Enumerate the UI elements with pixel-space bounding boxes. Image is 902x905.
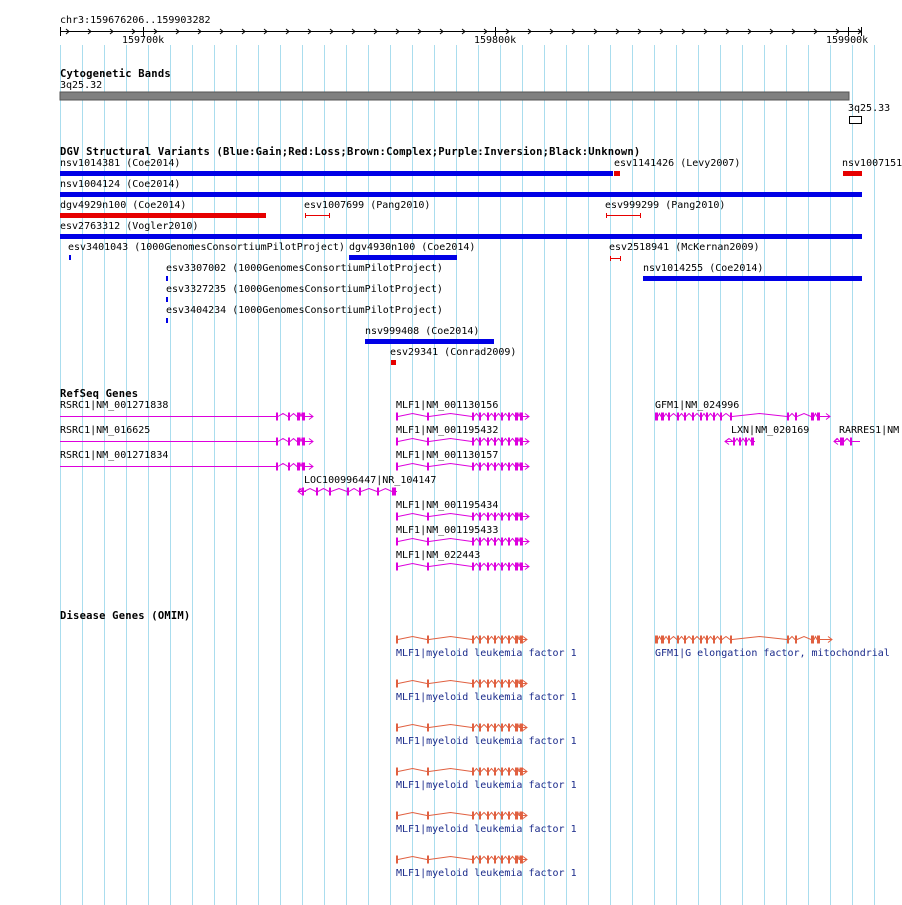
gene-exon [745, 438, 747, 446]
gene-exon [297, 413, 300, 421]
gene-exon [396, 636, 398, 644]
gene-exon [692, 413, 694, 421]
gene-exon [329, 488, 331, 496]
dgv-variant-bar [166, 297, 168, 302]
gene-exon [288, 413, 290, 421]
dgv-feature-label[interactable]: esv1141426 (Levy2007) [614, 158, 741, 169]
gene-exon [396, 856, 398, 864]
gene-exon [297, 438, 300, 446]
dgv-variant-bar [391, 360, 396, 365]
cytoband-label: 3q25.32 [60, 80, 103, 91]
dgv-variant-bar [843, 171, 862, 176]
gene-exon [787, 636, 789, 644]
gene-exon [494, 513, 496, 521]
omim-gene-label[interactable]: GFM1|G elongation factor, mitochondrial [655, 648, 890, 659]
dgv-feature-label[interactable]: nsv999408 (Coe2014) [365, 326, 480, 337]
gene-exon [479, 463, 481, 471]
gene-exon [501, 463, 503, 471]
refseq-gene-label[interactable]: MLF1|NM_001195432 [396, 425, 499, 436]
ruler-tick-label: 159800k [474, 35, 517, 46]
gene-exon [515, 513, 518, 521]
gene-exon [501, 513, 503, 521]
gene-exon [494, 680, 496, 688]
gene-exon [288, 438, 290, 446]
gene-intron [398, 725, 527, 728]
gene-exon [276, 463, 278, 471]
gene-exon [487, 724, 489, 732]
gene-exon [396, 680, 398, 688]
dgv-feature-label[interactable]: esv3327235 (1000GenomesConsortiumPilotProject) [166, 284, 443, 295]
gene-exon [472, 768, 474, 776]
gene-intron [398, 637, 527, 640]
gene-exon [501, 812, 503, 820]
gene-exon [302, 463, 305, 471]
gene-exon [487, 856, 489, 864]
gene-exon [700, 413, 702, 421]
gene-exon [494, 413, 496, 421]
dgv-variant-bar [166, 276, 168, 281]
gene-exon [501, 724, 503, 732]
gene-exon [427, 812, 429, 820]
gene-exon [501, 438, 503, 446]
gene-intron [398, 681, 527, 684]
gene-exon [508, 463, 510, 471]
gene-exon [811, 413, 814, 421]
gene-exon [302, 413, 305, 421]
dgv-feature-label[interactable]: esv3404234 (1000GenomesConsortiumPilotProject) [166, 305, 443, 316]
dgv-feature-label[interactable]: dgv4930n100 (Coe2014) [349, 242, 476, 253]
gene-exon [684, 413, 686, 421]
omim-gene-label[interactable]: MLF1|myeloid leukemia factor 1 [396, 648, 577, 659]
gene-exon [515, 680, 518, 688]
gene-exon [706, 413, 708, 421]
gene-exon [494, 856, 496, 864]
gene-exon [396, 563, 398, 571]
gene-exon [427, 680, 429, 688]
gene-exon [479, 812, 481, 820]
gene-exon [396, 413, 398, 421]
gene-exon [472, 856, 474, 864]
gene-exon [508, 812, 510, 820]
gene-exon [501, 413, 503, 421]
gene-exon [396, 513, 398, 521]
refseq-gene-label[interactable]: RSRC1|NM_001271834 [60, 450, 169, 461]
gene-intron [658, 414, 830, 417]
gene-exon [479, 563, 481, 571]
gene-exon [739, 438, 741, 446]
gene-exon [396, 463, 398, 471]
gene-exon [787, 413, 789, 421]
gene-exon [487, 563, 489, 571]
gene-exon [427, 413, 429, 421]
gene-exon [515, 563, 518, 571]
gene-exon [515, 724, 518, 732]
gene-exon [276, 413, 278, 421]
omim-gene-label[interactable]: MLF1|myeloid leukemia factor 1 [396, 868, 577, 879]
gene-exon [494, 563, 496, 571]
dgv-feature-label[interactable]: esv3401043 (1000GenomesConsortiumPilotProject) [68, 242, 345, 253]
gene-exon [494, 636, 496, 644]
dgv-feature-label[interactable]: nsv1007151 [842, 158, 902, 169]
gene-exon [472, 413, 474, 421]
gene-exon [377, 488, 379, 496]
gene-exon [692, 636, 694, 644]
gene-exon [515, 463, 518, 471]
gene-intron [398, 857, 527, 860]
gene-exon [733, 438, 735, 446]
gene-exon [501, 856, 503, 864]
gene-exon [677, 413, 679, 421]
gene-exon [850, 438, 852, 446]
gene-exon [501, 768, 503, 776]
dgv-feature-label[interactable]: dgv4929n100 (Coe2014) [60, 200, 187, 211]
gene-intron [398, 769, 527, 772]
gene-exon [487, 463, 489, 471]
gene-exon [479, 413, 481, 421]
gene-exon [655, 636, 658, 644]
gene-exon [817, 636, 820, 644]
gene-exon [427, 856, 429, 864]
gene-exon [515, 768, 518, 776]
gene-exon [700, 636, 702, 644]
gene-exon [508, 513, 510, 521]
gene-exon [396, 768, 398, 776]
dgv-variant-bar [60, 171, 613, 176]
gene-exon [347, 488, 349, 496]
gene-exon [515, 856, 518, 864]
gene-exon [677, 636, 679, 644]
gene-exon [487, 768, 489, 776]
refseq-gene-label[interactable]: LXN|NM_020169 [731, 425, 810, 436]
gene-exon [479, 538, 481, 546]
gene-exon [817, 413, 820, 421]
gene-exon [487, 413, 489, 421]
refseq-gene-label[interactable]: RARRES1|NM [839, 425, 900, 436]
gene-exon [501, 538, 503, 546]
cytoband-label: 3q25.33 [848, 103, 891, 114]
refseq-gene-label[interactable]: MLF1|NM_001130156 [396, 400, 499, 411]
gene-intron [398, 813, 527, 816]
gene-exon [472, 538, 474, 546]
gene-exon [508, 680, 510, 688]
refseq-gene-label[interactable]: MLF1|NM_022443 [396, 550, 481, 561]
ruler-tick-label: 159900k [826, 35, 869, 46]
gene-exon [751, 438, 754, 446]
gene-exon [472, 513, 474, 521]
cytoband-next [850, 117, 862, 124]
gene-exon [508, 438, 510, 446]
gene-exon [655, 413, 658, 421]
gene-exon [668, 413, 670, 421]
gene-exon [515, 538, 518, 546]
gene-exon [396, 724, 398, 732]
ruler-tick-label: 159700k [122, 35, 165, 46]
gene-exon [508, 538, 510, 546]
refseq-gene-label[interactable]: LOC100996447|NR_104147 [304, 475, 437, 486]
refseq-gene-label[interactable]: MLF1|NM_001195434 [396, 500, 499, 511]
gene-exon [479, 680, 481, 688]
refseq-gene-label[interactable]: GFM1|NM_024996 [655, 400, 740, 411]
dgv-track-title: DGV Structural Variants (Blue:Gain;Red:Loss;Brown:Complex;Purple:Inversion;Black:Unknown) [60, 146, 641, 158]
gene-exon [684, 636, 686, 644]
gene-exon [811, 636, 814, 644]
gene-exon [515, 812, 518, 820]
gene-exon [487, 513, 489, 521]
gene-exon [276, 438, 278, 446]
dgv-feature-label[interactable]: esv3307002 (1000GenomesConsortiumPilotProject) [166, 263, 443, 274]
gene-exon [501, 636, 503, 644]
gene-exon [487, 680, 489, 688]
gene-exon [515, 438, 518, 446]
dgv-variant-bar [166, 318, 168, 323]
omim-gene-label[interactable]: MLF1|myeloid leukemia factor 1 [396, 780, 577, 791]
gene-exon [494, 812, 496, 820]
gene-exon [494, 438, 496, 446]
gene-exon [396, 538, 398, 546]
cytoband-track-title: Cytogenetic Bands [60, 68, 171, 80]
omim-gene-label[interactable]: MLF1|myeloid leukemia factor 1 [396, 692, 577, 703]
gene-exon [427, 724, 429, 732]
dgv-variant-bar [614, 171, 620, 176]
dgv-variant-bar [60, 213, 266, 218]
gene-exon [795, 413, 797, 421]
gene-exon [508, 563, 510, 571]
gene-exon [316, 488, 318, 496]
dgv-feature-label[interactable]: nsv1014381 (Coe2014) [60, 158, 181, 169]
gene-exon [479, 856, 481, 864]
gene-exon [479, 513, 481, 521]
gene-exon [479, 768, 481, 776]
gene-exon [392, 488, 396, 496]
dgv-feature-label[interactable]: esv1007699 (Pang2010) [304, 200, 431, 211]
gene-exon [501, 563, 503, 571]
gene-exon [479, 636, 481, 644]
dgv-variant-bar [69, 255, 71, 260]
omim-track-title: Disease Genes (OMIM) [60, 610, 191, 622]
gene-exon [713, 636, 715, 644]
gene-exon [487, 812, 489, 820]
gene-exon [472, 636, 474, 644]
gene-exon [730, 636, 732, 644]
gene-exon [396, 812, 398, 820]
gene-exon [427, 463, 429, 471]
refseq-gene-label[interactable]: MLF1|NM_001130157 [396, 450, 499, 461]
gene-exon [508, 636, 510, 644]
dgv-feature-label[interactable]: esv999299 (Pang2010) [605, 200, 726, 211]
gene-exon [508, 856, 510, 864]
dgv-feature-label[interactable]: esv2763312 (Vogler2010) [60, 221, 199, 232]
dgv-variant-bar [365, 339, 494, 344]
dgv-variant-bar [349, 255, 457, 260]
gene-exon [494, 538, 496, 546]
dgv-feature-label[interactable]: esv29341 (Conrad2009) [390, 347, 517, 358]
gene-exon [427, 438, 429, 446]
dgv-variant-bar [60, 234, 862, 239]
gene-exon [472, 463, 474, 471]
gene-exon [720, 413, 722, 421]
gene-exon [302, 438, 305, 446]
gene-exon [508, 768, 510, 776]
gene-exon [515, 636, 518, 644]
gene-exon [487, 438, 489, 446]
refseq-gene-label[interactable]: MLF1|NM_001195433 [396, 525, 499, 536]
dgv-variant-bar [643, 276, 862, 281]
dgv-feature-label[interactable]: nsv1014255 (Coe2014) [643, 263, 764, 274]
gene-exon [661, 413, 664, 421]
gene-exon [427, 563, 429, 571]
gene-exon [494, 724, 496, 732]
gene-exon [479, 438, 481, 446]
gene-exon [713, 413, 715, 421]
gene-exon [730, 413, 732, 421]
gene-exon [508, 413, 510, 421]
refseq-gene-label[interactable]: RSRC1|NM_001271838 [60, 400, 169, 411]
gene-exon [487, 538, 489, 546]
gene-exon [472, 812, 474, 820]
gene-exon [494, 768, 496, 776]
gene-exon [720, 636, 722, 644]
gene-exon [795, 636, 797, 644]
gene-exon [472, 563, 474, 571]
gene-exon [472, 680, 474, 688]
refseq-gene-label[interactable]: RSRC1|NM_016625 [60, 425, 151, 436]
gene-exon [359, 488, 361, 496]
gene-exon [668, 636, 670, 644]
refseq-track-title: RefSeq Genes [60, 388, 139, 400]
gene-exon [515, 413, 518, 421]
cytoband-bar [60, 92, 849, 100]
gene-exon [487, 636, 489, 644]
gene-exon [396, 438, 398, 446]
gene-exon [479, 724, 481, 732]
gene-exon [427, 636, 429, 644]
gene-exon [508, 724, 510, 732]
gene-exon [472, 438, 474, 446]
dgv-feature-label[interactable]: esv2518941 (McKernan2009) [609, 242, 760, 253]
omim-gene-label[interactable]: MLF1|myeloid leukemia factor 1 [396, 736, 577, 747]
gene-exon [427, 538, 429, 546]
gene-exon [472, 724, 474, 732]
gene-exon [288, 463, 290, 471]
dgv-variant-bar [60, 192, 862, 197]
gene-exon [706, 636, 708, 644]
omim-gene-label[interactable]: MLF1|myeloid leukemia factor 1 [396, 824, 577, 835]
gene-exon [297, 463, 300, 471]
gene-exon [427, 768, 429, 776]
dgv-feature-label[interactable]: nsv1004124 (Coe2014) [60, 179, 181, 190]
gene-exon [494, 463, 496, 471]
gene-exon [501, 680, 503, 688]
region-label: chr3:159676206..159903282 [60, 15, 211, 26]
gene-exon [427, 513, 429, 521]
gene-exon [661, 636, 664, 644]
